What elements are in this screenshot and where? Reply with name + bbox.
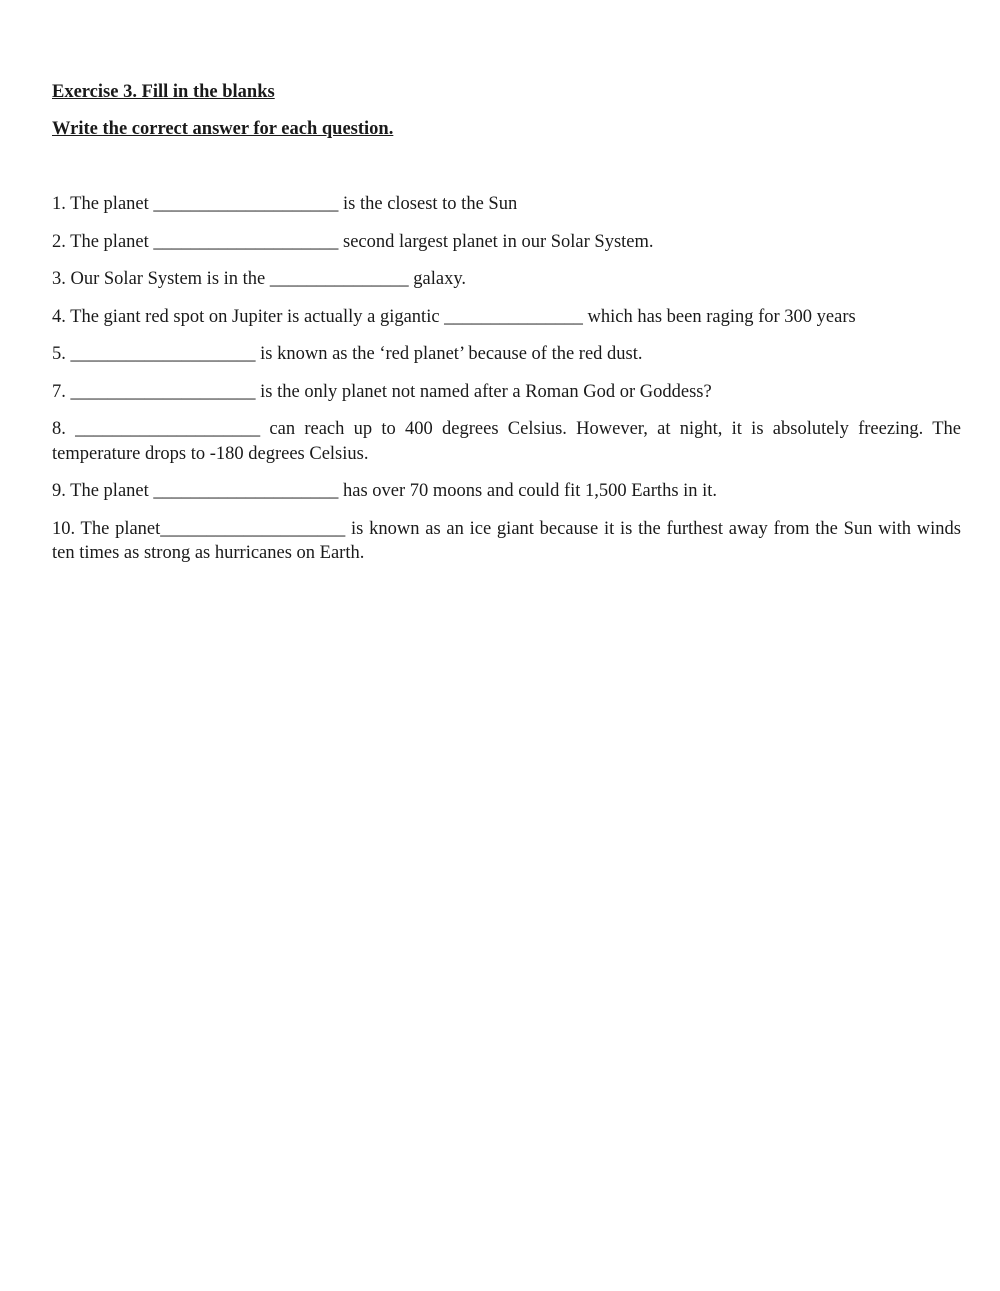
question-1: 1. The planet ____________________ is the closest to the Sun: [52, 194, 518, 214]
question-4: 4. The giant red spot on Jupiter is actually a gigantic _______________ which has been raging for 300 years: [52, 306, 856, 327]
question-9: 9. The planet ____________________ has over 70 moons and could fit 1,500 Earths in it.: [52, 481, 718, 501]
question-8: 8. ____________________ can reach up to 400 degrees Celsius. However, at night, it is absolutely freezing. The temperature drops to -180 degrees Celsius.: [52, 419, 961, 464]
question-5: 5. ____________________ is known as the ‘red planet’ because of the red dust.: [52, 344, 643, 364]
question-2: 2. The planet ____________________ second largest planet in our Solar System.: [52, 231, 654, 252]
question-10: 10. The planet____________________ is known as an ice giant because it is the furthest away from the Sun with winds ten times as strong as hurricanes on Earth.: [52, 518, 961, 563]
question-3: 3. Our Solar System is in the _______________ galaxy.: [52, 269, 466, 289]
exercise-instruction: Write the correct answer for each question.: [52, 119, 394, 139]
worksheet: [52, 80, 961, 579]
exercise-title: Exercise 3. Fill in the blanks: [52, 82, 275, 102]
question-7: 7. ____________________ is the only planet not named after a Roman God or Goddess?: [52, 381, 712, 402]
